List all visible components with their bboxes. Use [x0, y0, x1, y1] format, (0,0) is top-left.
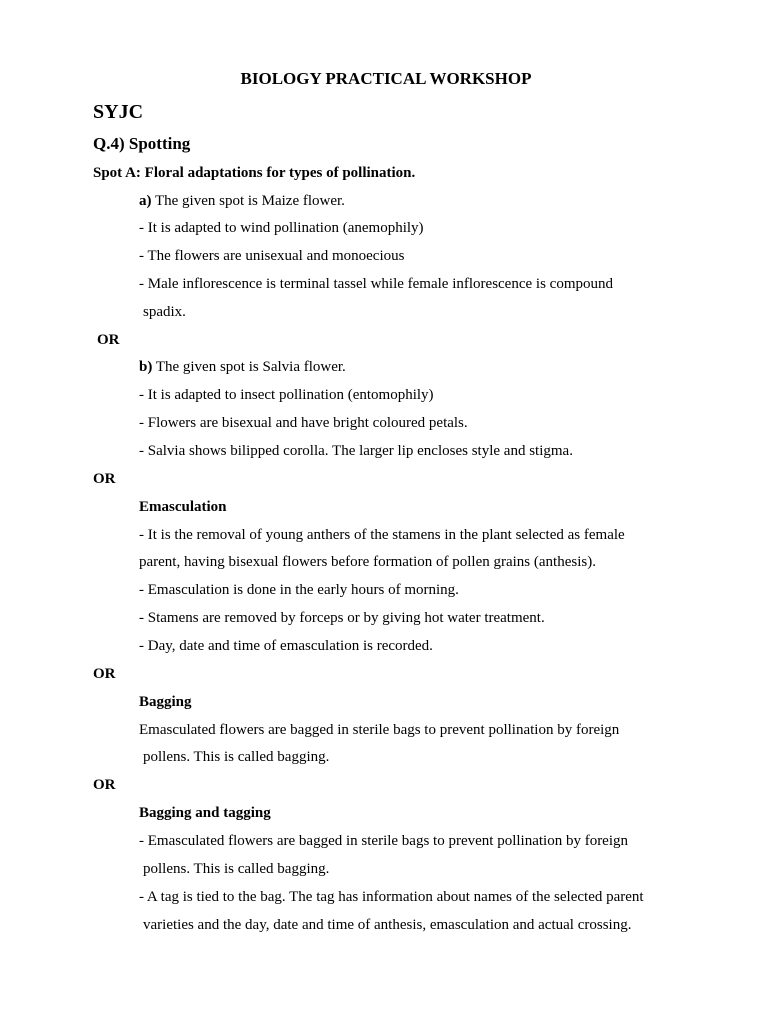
bagging-line-1: Emasculated flowers are bagged in sterile bags to prevent pollination by foreign [139, 722, 620, 738]
emasculation-line-5: - Day, date and time of emasculation is recorded. [139, 638, 433, 654]
emasculation-line-4: - Stamens are removed by forceps or by giving hot water treatment. [139, 610, 545, 626]
or-label: OR [93, 471, 116, 487]
part-a-line-4: - Male inflorescence is terminal tassel while female inflorescence is compound [139, 276, 613, 292]
part-a-marker: a) [139, 193, 152, 209]
part-b-text: The given spot is Salvia flower. [152, 359, 346, 375]
emasculation-line-2: parent, having bisexual flowers before formation of pollen grains (anthesis). [139, 554, 596, 570]
bagging-line-2: pollens. This is called bagging. [143, 749, 330, 765]
part-a-line-5: spadix. [143, 304, 186, 320]
bagging-tagging-heading: Bagging and tagging [139, 805, 271, 821]
part-b-line-4: - Salvia shows bilipped corolla. The larger lip encloses style and stigma. [139, 443, 573, 459]
class-heading: SYJC [93, 101, 144, 123]
bagging-heading: Bagging [139, 694, 192, 710]
part-b-line-1 [139, 358, 346, 376]
page-title: BIOLOGY PRACTICAL WORKSHOP [240, 69, 532, 88]
part-b-line-2: - It is adapted to insect pollination (entomophily) [139, 387, 434, 403]
emasculation-heading: Emasculation [139, 499, 227, 515]
bagging-tagging-line-1: - Emasculated flowers are bagged in sterile bags to prevent pollination by foreign [139, 833, 629, 849]
or-label: OR [97, 332, 120, 348]
emasculation-line-3: - Emasculation is done in the early hours of morning. [139, 582, 459, 598]
question-heading: Q.4) Spotting [93, 134, 191, 153]
part-a-line-3: - The flowers are unisexual and monoecious [139, 248, 405, 264]
bagging-tagging-line-4: varieties and the day, date and time of anthesis, emasculation and actual crossing. [143, 917, 632, 933]
part-a-text: The given spot is Maize flower. [151, 193, 345, 209]
part-b-marker: b) [139, 359, 153, 375]
emasculation-line-1: - It is the removal of young anthers of the stamens in the plant selected as female [139, 527, 625, 543]
or-label: OR [93, 666, 116, 682]
part-b-line-3: - Flowers are bisexual and have bright coloured petals. [139, 415, 468, 431]
bagging-tagging-line-3: - A tag is tied to the bag. The tag has information about names of the selected parent [139, 889, 644, 905]
or-label: OR [93, 777, 116, 793]
part-a-line-1 [139, 192, 345, 210]
part-a-line-2: - It is adapted to wind pollination (anemophily) [139, 220, 424, 236]
spot-heading: Spot A: Floral adaptations for types of pollination. [93, 165, 416, 181]
bagging-tagging-line-2: pollens. This is called bagging. [143, 861, 330, 877]
